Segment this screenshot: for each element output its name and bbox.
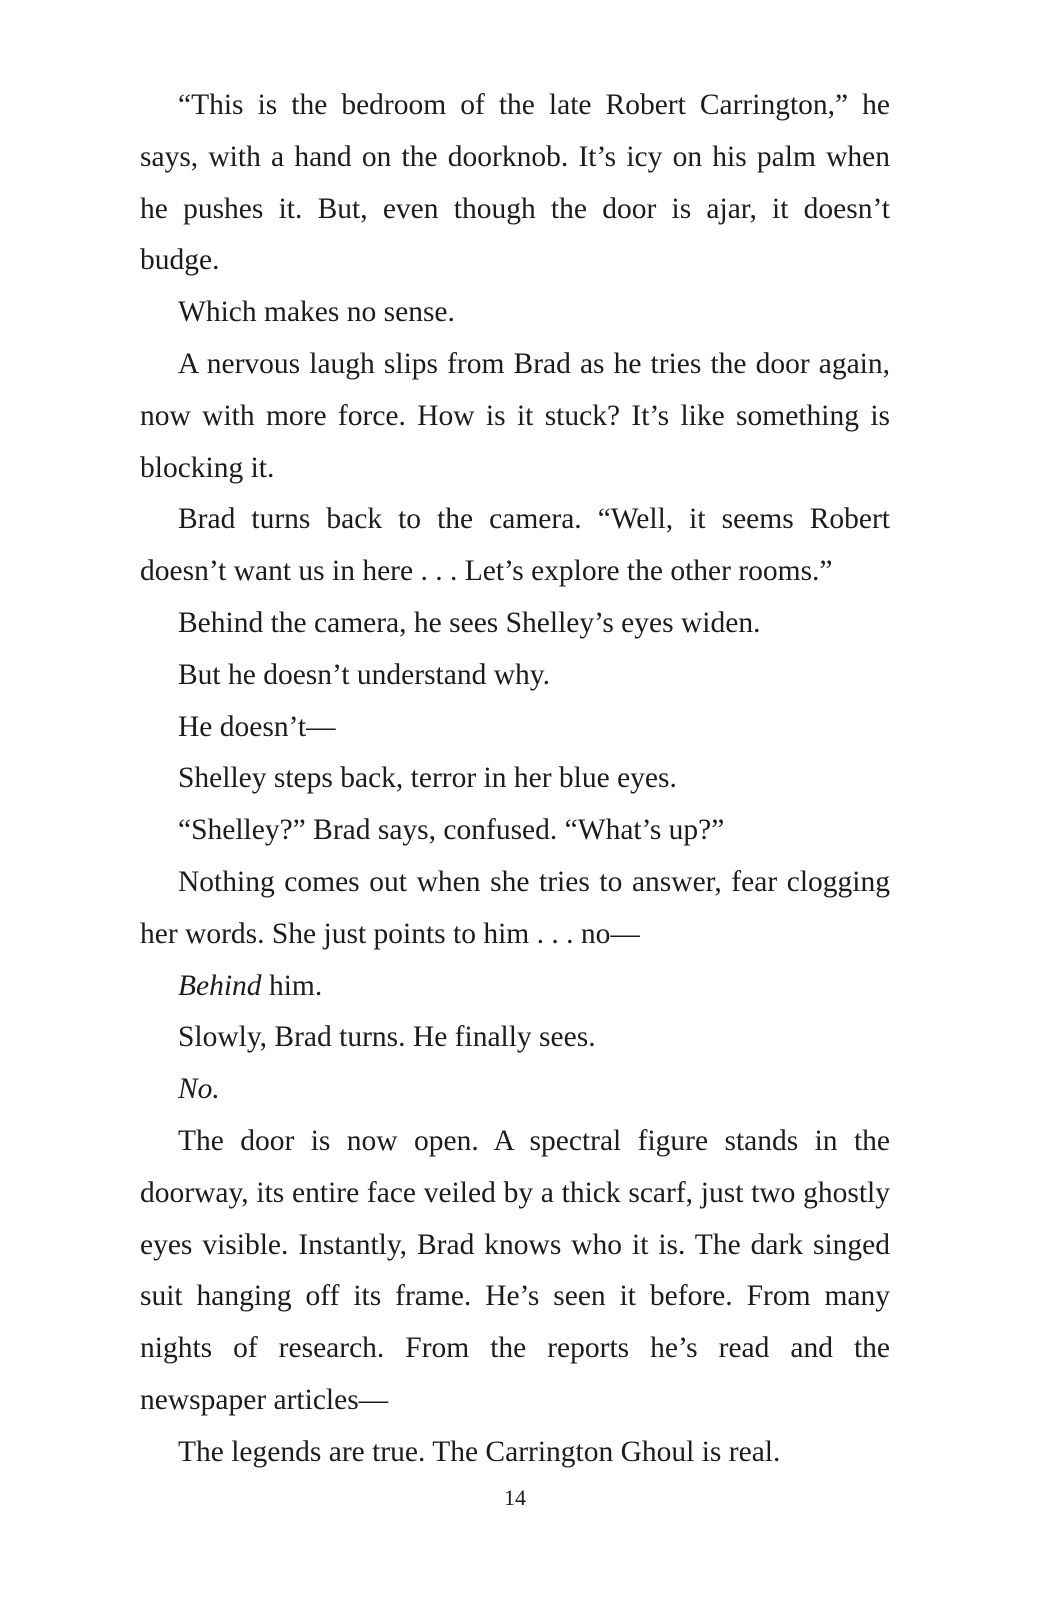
paragraph-11 [140,961,890,1013]
paragraph-15: The legends are true. The Carrington Ghoul is real. [178,1435,781,1468]
paragraph-10: Nothing comes out when she tries to answer, fear clogging her words. She just points to him . . . no— [140,865,890,950]
paragraph-7: He doesn’t— [178,710,336,743]
paragraph-2: Which makes no sense. [178,296,455,329]
page-number: 14 [504,1485,526,1510]
paragraph-3: A nervous laugh slips from Brad as he tries the door again, now with more force. How is it stuck? It’s like something is blocking it. [140,347,890,484]
paragraph-9: “Shelley?” Brad says, confused. “What’s up?” [178,814,725,847]
paragraph-11-rest: him. [261,969,323,1002]
book-page-body [140,80,890,1479]
paragraph-13 [140,1064,890,1116]
paragraph-1: “This is the bedroom of the late Robert Carrington,” he says, with a hand on the doorknob. It’s icy on his palm when he pushes it. But, even though the door is ajar, it doesn’t budge. [140,89,890,277]
italic-word-no: No. [178,1073,220,1106]
paragraph-14: The door is now open. A spectral figure stands in the doorway, its entire face veiled by a thick scarf, just two ghostly eyes visible. Instantly, Brad knows who it is. The dark singed suit hanging off its frame. He’s seen it before. From many nights of research. From the reports he’s read and the newspaper articles— [140,1124,890,1416]
paragraph-4: Brad turns back to the camera. “Well, it seems Robert doesn’t want us in here . . . Let’s explore the other rooms.” [140,503,890,588]
italic-word-behind: Behind [178,969,262,1002]
paragraph-8: Shelley steps back, terror in her blue eyes. [178,762,677,795]
paragraph-5: Behind the camera, he sees Shelley’s eyes widen. [178,606,761,639]
paragraph-6: But he doesn’t understand why. [178,658,550,691]
paragraph-12: Slowly, Brad turns. He finally sees. [178,1021,596,1054]
